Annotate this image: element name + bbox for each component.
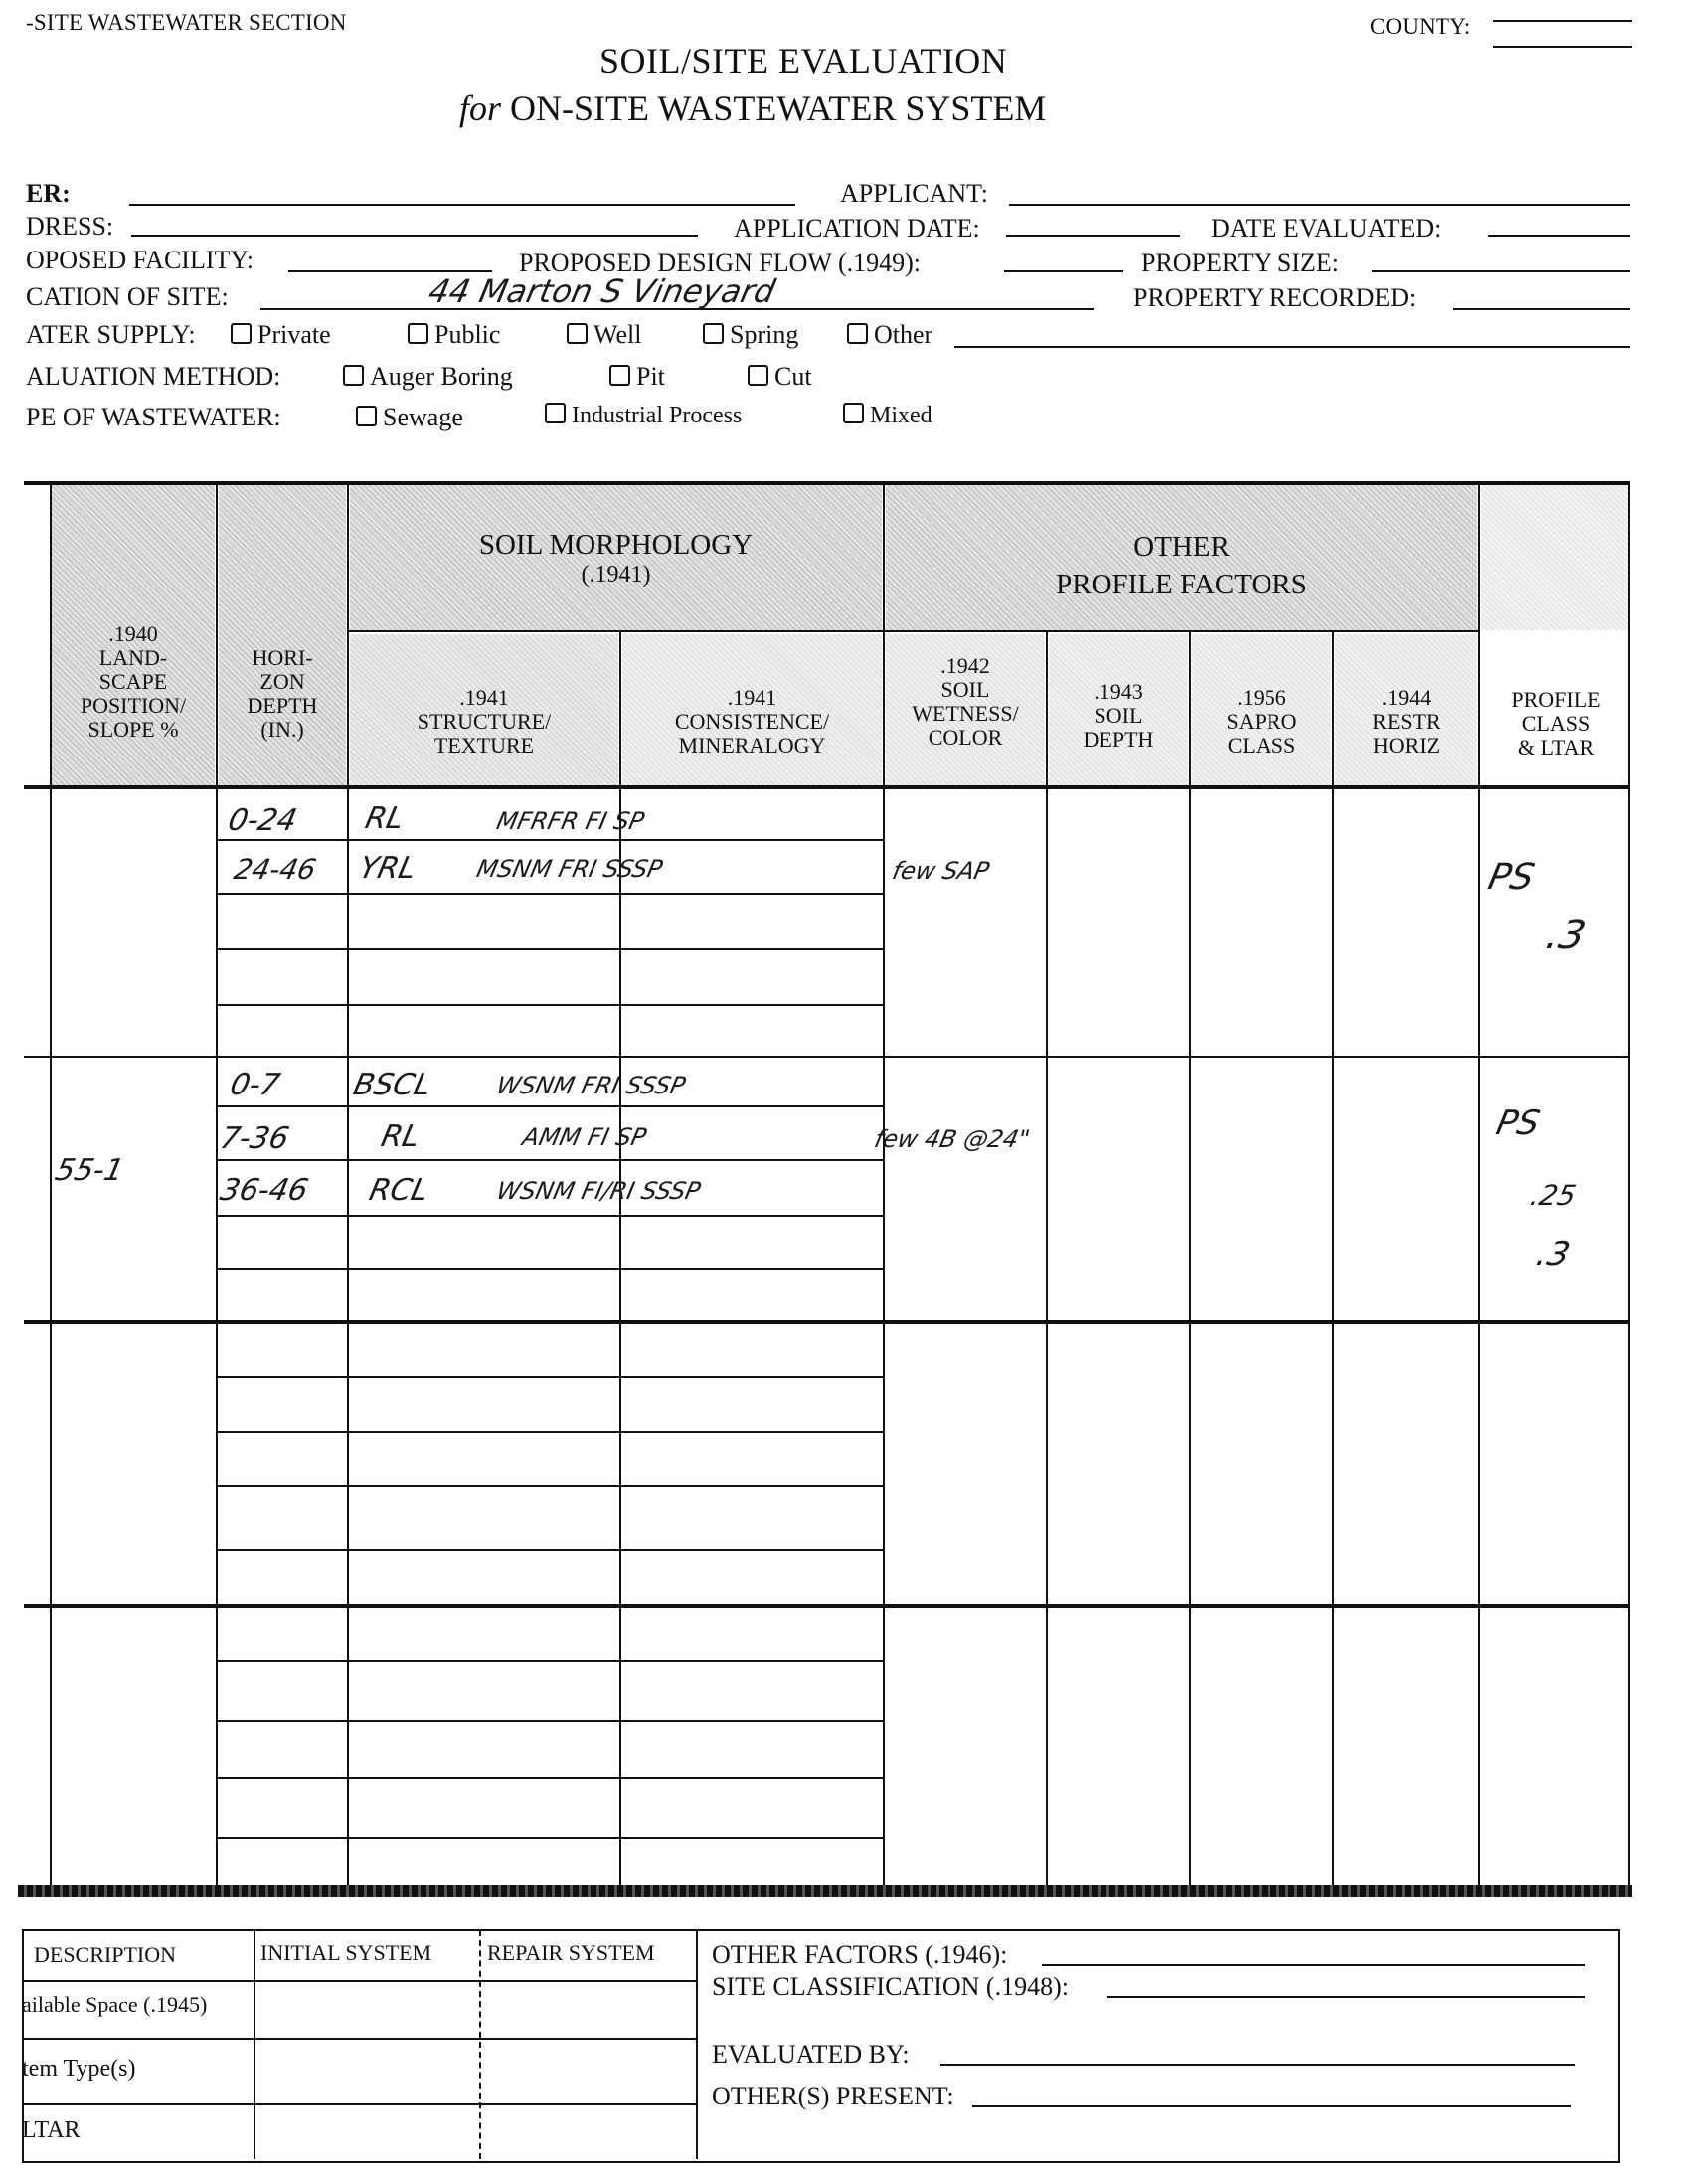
- structure-header: [350, 686, 618, 757]
- header-line: DEPTH: [1083, 727, 1154, 752]
- option-label: Private: [257, 320, 331, 349]
- hw-depth: 36-46: [217, 1173, 311, 1208]
- col-line: [1478, 483, 1480, 1895]
- profile-separator: [24, 1320, 1630, 1324]
- header-line: & LTAR: [1517, 735, 1595, 759]
- owner-label: ER:: [26, 179, 71, 208]
- proposed-facility-label: OPOSED FACILITY:: [26, 246, 254, 274]
- header-line: .1941: [459, 685, 509, 710]
- hw-consistence: WSNM FRI SSSP: [494, 1072, 688, 1099]
- design-flow-line[interactable]: [1004, 270, 1123, 272]
- eval-auger[interactable]: [343, 362, 513, 392]
- header-line: HORIZ: [1372, 733, 1440, 757]
- applicant-label: APPLICANT:: [840, 179, 988, 208]
- option-label: Other: [874, 320, 933, 349]
- hw-depth: 7-36: [217, 1121, 292, 1156]
- county-line: [1493, 46, 1632, 48]
- wetness-header: [886, 654, 1045, 750]
- checkbox[interactable]: [847, 323, 868, 344]
- property-size-line[interactable]: [1372, 270, 1630, 272]
- row-line: [216, 1376, 883, 1378]
- header-line: SLOPE %: [87, 717, 179, 742]
- system-type-label: tem Type(s): [22, 2056, 136, 2082]
- design-flow-label: PROPOSED DESIGN FLOW (.1949):: [519, 249, 921, 277]
- header-line: .1943: [1094, 679, 1143, 704]
- water-other[interactable]: [847, 320, 932, 350]
- form-subtitle: [459, 87, 1046, 129]
- col-line: [1189, 630, 1191, 1895]
- option-label: Cut: [774, 362, 812, 391]
- applicant-line[interactable]: [1009, 204, 1630, 206]
- hw-consistence: AMM FI SP: [520, 1123, 649, 1151]
- header-bottom-border: [24, 785, 1630, 789]
- header-line: MINERALOGY: [678, 733, 826, 757]
- header-line: HORI-: [252, 645, 313, 670]
- checkbox[interactable]: [567, 323, 588, 344]
- hw-consistence: WSNM FI/RI SSSP: [494, 1177, 704, 1205]
- hw-ltar: .3: [1532, 1235, 1574, 1274]
- address-line[interactable]: [131, 235, 698, 237]
- header-line: SCAPE: [98, 669, 168, 694]
- hw-ltar: .25: [1527, 1179, 1580, 1212]
- hw-depth: 0-24: [225, 803, 300, 838]
- water-well[interactable]: [567, 320, 641, 350]
- col-line: [479, 1931, 481, 2159]
- row-line: [216, 1837, 883, 1839]
- row-line: [216, 948, 883, 950]
- row-line: [216, 839, 883, 841]
- hw-texture: RL: [362, 801, 408, 836]
- col-line: [696, 1931, 698, 2159]
- water-public[interactable]: [408, 320, 500, 350]
- header-line: POSITION/: [80, 693, 187, 718]
- checkbox[interactable]: [748, 365, 768, 386]
- depth-header: [1049, 680, 1188, 752]
- option-label: Spring: [730, 320, 799, 349]
- row-line: [22, 1980, 696, 1982]
- landscape-header: [52, 622, 215, 742]
- hw-profile-class: PS: [1484, 857, 1538, 898]
- water-other-line[interactable]: [954, 346, 1630, 348]
- checkbox[interactable]: [408, 323, 428, 344]
- restr-header: [1335, 686, 1477, 757]
- checkbox[interactable]: [703, 323, 724, 344]
- hw-wetness: few 4B @24": [872, 1125, 1033, 1153]
- hw-texture: YRL: [356, 851, 420, 886]
- subtitle-rest: ON-SITE WASTEWATER SYSTEM: [510, 88, 1047, 128]
- hw-wetness: few SAP: [890, 857, 992, 885]
- table-bottom-bar: [18, 1885, 1632, 1897]
- row-line: [216, 1777, 883, 1779]
- option-label: Auger Boring: [370, 362, 513, 391]
- subtitle-prefix: for: [459, 88, 502, 128]
- evaluated-by-line[interactable]: [940, 2064, 1575, 2066]
- evaluated-by-label: EVALUATED BY:: [712, 2040, 910, 2069]
- address-label: DRESS:: [26, 212, 114, 241]
- row-line: [216, 1431, 883, 1433]
- header-divider: [348, 630, 1479, 632]
- location-label: CATION OF SITE:: [26, 282, 229, 311]
- date-evaluated-label: DATE EVALUATED:: [1211, 214, 1441, 243]
- row-line: [216, 1549, 883, 1551]
- row-line: [216, 1485, 883, 1487]
- header-line: .1944: [1381, 685, 1432, 710]
- checkbox[interactable]: [343, 365, 364, 386]
- available-space-label: ailable Space (.1945): [22, 1992, 208, 2017]
- header-line: .1940: [108, 621, 158, 646]
- date-evaluated-line[interactable]: [1488, 235, 1630, 237]
- header-line: CONSISTENCE/: [674, 709, 830, 734]
- checkbox[interactable]: [356, 406, 377, 426]
- option-label: Mixed: [870, 403, 932, 428]
- hw-depth: 24-46: [231, 853, 319, 886]
- soil-morphology-heading: SOIL MORPHOLOGY: [478, 529, 754, 561]
- col-line: [50, 483, 52, 1895]
- sapro-header: [1192, 686, 1331, 757]
- header-line: SOIL: [1094, 703, 1143, 728]
- eval-cut[interactable]: [748, 362, 812, 392]
- header-line: SOIL: [940, 677, 990, 702]
- hw-ltar: .3: [1542, 913, 1591, 958]
- property-recorded-label: PROPERTY RECORDED:: [1133, 283, 1417, 312]
- section-label: -SITE WASTEWATER SECTION: [26, 10, 347, 35]
- row-line: [22, 2038, 696, 2040]
- header-line: .1941: [727, 685, 777, 710]
- form-title: SOIL/SITE EVALUATION: [599, 41, 1008, 81]
- header-line: PROFILE: [1511, 687, 1601, 712]
- waste-industrial[interactable]: [545, 403, 742, 429]
- eval-pit[interactable]: [609, 362, 665, 392]
- repair-system-header: REPAIR SYSTEM: [487, 1940, 655, 1965]
- county-top-line: [1493, 20, 1632, 22]
- profile-separator: [24, 1056, 1630, 1058]
- evaluation-method-label: ALUATION METHOD:: [26, 362, 281, 391]
- row-line: [216, 1159, 883, 1161]
- row-line: [216, 1268, 883, 1270]
- location-handwritten: 44 Marton S Vineyard: [424, 272, 779, 310]
- col-line: [216, 483, 218, 1895]
- county-label: COUNTY:: [1370, 14, 1471, 39]
- header-line: (IN.): [260, 717, 304, 742]
- row-line: [22, 2103, 696, 2105]
- hw-texture: BSCL: [350, 1068, 435, 1102]
- horizon-header: [219, 646, 346, 742]
- wastewater-type-label: PE OF WASTEWATER:: [26, 403, 281, 431]
- header-line: TEXTURE: [433, 733, 535, 757]
- site-classification-label: SITE CLASSIFICATION (.1948):: [712, 1972, 1069, 2001]
- header-line: .1956: [1237, 685, 1286, 710]
- water-spring[interactable]: [703, 320, 798, 350]
- other-factors-line[interactable]: [1042, 1964, 1585, 1966]
- option-label: Pit: [636, 362, 665, 391]
- col-line: [347, 483, 349, 1895]
- consistence-header: [622, 686, 882, 757]
- row-line: [216, 1004, 883, 1006]
- header-line: ZON: [259, 669, 305, 694]
- header-line: LAND-: [98, 645, 168, 670]
- table-top-border: [24, 481, 1630, 485]
- hw-texture: RL: [378, 1119, 424, 1154]
- hw-consistence: MFRFR FI SP: [494, 807, 647, 835]
- row-line: [216, 1105, 883, 1107]
- initial-system-header: INITIAL SYSTEM: [260, 1940, 432, 1965]
- row-line: [216, 1720, 883, 1722]
- checkbox[interactable]: [545, 403, 566, 423]
- header-line: STRUCTURE/: [417, 709, 552, 734]
- description-header: DESCRIPTION: [34, 1942, 177, 1967]
- soil-morphology-code: (.1941): [581, 562, 651, 588]
- header-line: SAPRO: [1226, 709, 1297, 734]
- header-line: CLASS: [1227, 733, 1296, 757]
- header-line: RESTR: [1372, 709, 1440, 734]
- waste-mixed[interactable]: [843, 403, 932, 429]
- option-label: Well: [593, 320, 642, 349]
- other-factors-label: OTHER FACTORS (.1946):: [712, 1940, 1008, 1969]
- shade-profile: [1481, 483, 1630, 630]
- hw-consistence: MSNM FRI SSSP: [474, 855, 665, 883]
- col-line: [1046, 630, 1048, 1895]
- header-line: DEPTH: [247, 693, 318, 718]
- hw-landscape: 55-1: [52, 1153, 127, 1188]
- water-supply-label: ATER SUPPLY:: [26, 320, 196, 349]
- col-line: [1332, 630, 1334, 1895]
- others-present-label: OTHER(S) PRESENT:: [712, 2082, 954, 2110]
- owner-line[interactable]: [129, 204, 795, 206]
- row-line: [216, 1215, 883, 1217]
- other-heading-1: OTHER: [1133, 531, 1230, 563]
- checkbox[interactable]: [609, 365, 630, 386]
- option-label: Public: [434, 320, 501, 349]
- header-line: WETNESS/: [912, 701, 1019, 726]
- checkbox[interactable]: [843, 403, 864, 423]
- property-recorded-line[interactable]: [1453, 308, 1630, 310]
- col-line: [254, 1931, 255, 2159]
- water-private[interactable]: [231, 320, 331, 350]
- option-label: Sewage: [383, 403, 463, 431]
- application-date-line[interactable]: [1006, 235, 1180, 237]
- col-line: [883, 483, 885, 1895]
- others-present-line[interactable]: [972, 2105, 1571, 2107]
- header-line: CLASS: [1521, 711, 1591, 736]
- row-line: [216, 893, 883, 895]
- header-line: .1942: [940, 653, 990, 678]
- other-heading-2: PROFILE FACTORS: [1056, 569, 1307, 600]
- waste-sewage[interactable]: [356, 403, 463, 432]
- profile-header: [1481, 688, 1630, 759]
- hw-texture: RCL: [366, 1173, 432, 1208]
- option-label: Industrial Process: [572, 403, 743, 428]
- row-line: [216, 1660, 883, 1662]
- application-date-label: APPLICATION DATE:: [734, 214, 980, 243]
- property-size-label: PROPERTY SIZE:: [1141, 249, 1339, 277]
- ltar-label: LTAR: [22, 2117, 81, 2143]
- col-line: [1628, 483, 1630, 1895]
- profile-separator: [24, 1604, 1630, 1608]
- checkbox[interactable]: [231, 323, 252, 344]
- hw-profile-class: PS: [1492, 1103, 1544, 1143]
- site-classification-line[interactable]: [1107, 1996, 1585, 1998]
- hw-depth: 0-7: [227, 1068, 283, 1102]
- header-line: COLOR: [928, 725, 1003, 750]
